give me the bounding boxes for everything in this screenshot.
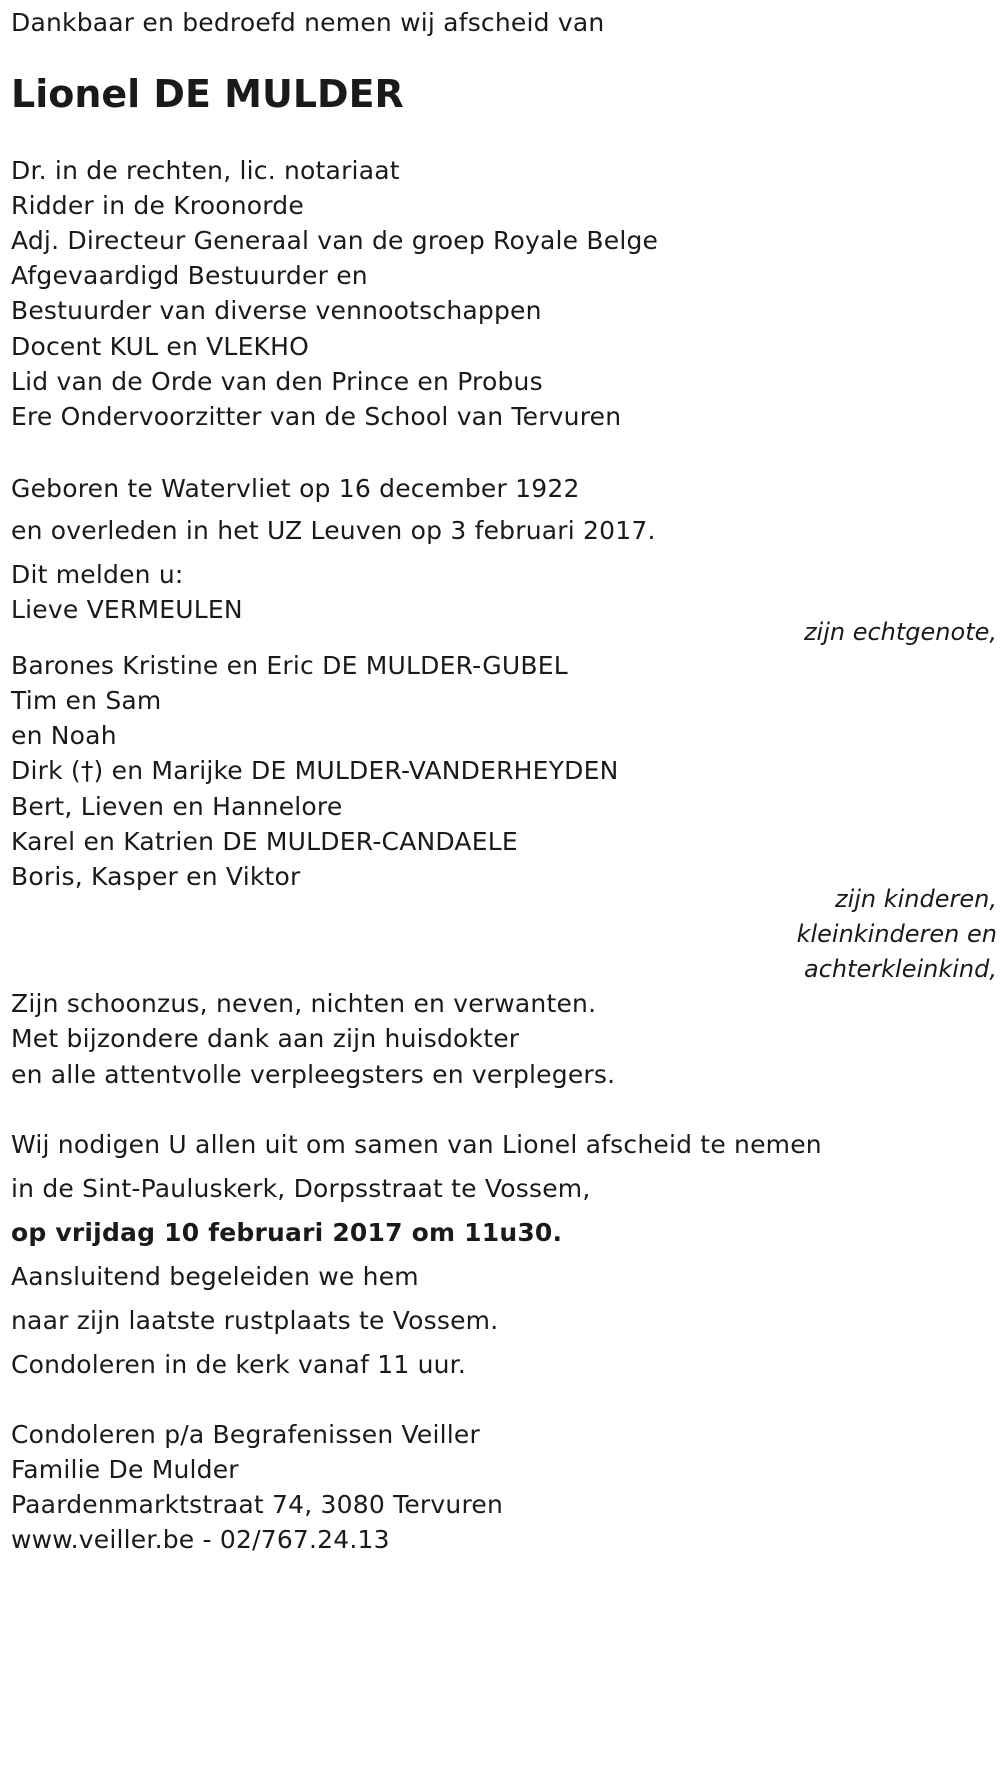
ceremony-invite: Wij nodigen U allen uit om samen van Lionel afscheid te nemen (11, 1130, 822, 1159)
contact-line: Familie De Mulder (11, 1455, 239, 1484)
burial-text: Aansluitend begeleiden we hem (11, 1262, 419, 1291)
ceremony-date: op vrijdag 10 februari 2017 om 11u30. (11, 1218, 563, 1247)
birth-text: Geboren te Watervliet op 16 december 1922 (11, 474, 580, 503)
title-line: Lid van de Orde van den Prince en Probus (11, 367, 543, 396)
title-line: Afgevaardigd Bestuurder en (11, 261, 368, 290)
children-role: achterkleinkind, (803, 955, 997, 983)
child-line: Barones Kristine en Eric DE MULDER-GUBEL (11, 651, 568, 680)
spouse-role: zijn echtgenote, (803, 618, 997, 646)
title-line: Ridder in de Kroonorde (11, 191, 304, 220)
title-line: Adj. Directeur Generaal van de groep Royale Belge (11, 226, 659, 255)
title-line: Ere Ondervoorzitter van de School van Tervuren (11, 402, 622, 431)
announce-text: Dit melden u: (11, 560, 184, 589)
burial-text: naar zijn laatste rustplaats te Vossem. (11, 1306, 499, 1335)
title-line: Bestuurder van diverse vennootschappen (11, 296, 542, 325)
ceremony-place: in de Sint-Pauluskerk, Dorpsstraat te Vossem, (11, 1174, 591, 1203)
child-line: Bert, Lieven en Hannelore (11, 792, 343, 821)
child-line: Boris, Kasper en Viktor (11, 862, 301, 891)
child-line: Dirk (†) en Marijke DE MULDER-VANDERHEYDEN (11, 756, 619, 785)
children-role: kleinkinderen en (796, 920, 997, 948)
title-line: Dr. in de rechten, lic. notariaat (11, 156, 400, 185)
child-line: en Noah (11, 721, 117, 750)
contact-line: Condoleren p/a Begrafenissen Veiller (11, 1420, 480, 1449)
contact-line: www.veiller.be - 02/767.24.13 (11, 1525, 390, 1554)
relatives-line: Zijn schoonzus, neven, nichten en verwanten. (11, 989, 597, 1018)
intro-text: Dankbaar en bedroefd nemen wij afscheid van (11, 8, 605, 37)
child-line: Karel en Katrien DE MULDER-CANDAELE (11, 827, 518, 856)
contact-line: Paardenmarktstraat 74, 3080 Tervuren (11, 1490, 504, 1519)
death-text: en overleden in het UZ Leuven op 3 februari 2017. (11, 516, 656, 545)
relatives-line: Met bijzondere dank aan zijn huisdokter (11, 1024, 520, 1053)
condolence-church: Condoleren in de kerk vanaf 11 uur. (11, 1350, 466, 1379)
relatives-line: en alle attentvolle verpleegsters en verplegers. (11, 1060, 616, 1089)
child-line: Tim en Sam (11, 686, 162, 715)
spouse-name: Lieve VERMEULEN (11, 595, 243, 624)
deceased-name: Lionel DE MULDER (11, 72, 404, 116)
title-line: Docent KUL en VLEKHO (11, 332, 310, 361)
children-role: zijn kinderen, (834, 885, 997, 913)
